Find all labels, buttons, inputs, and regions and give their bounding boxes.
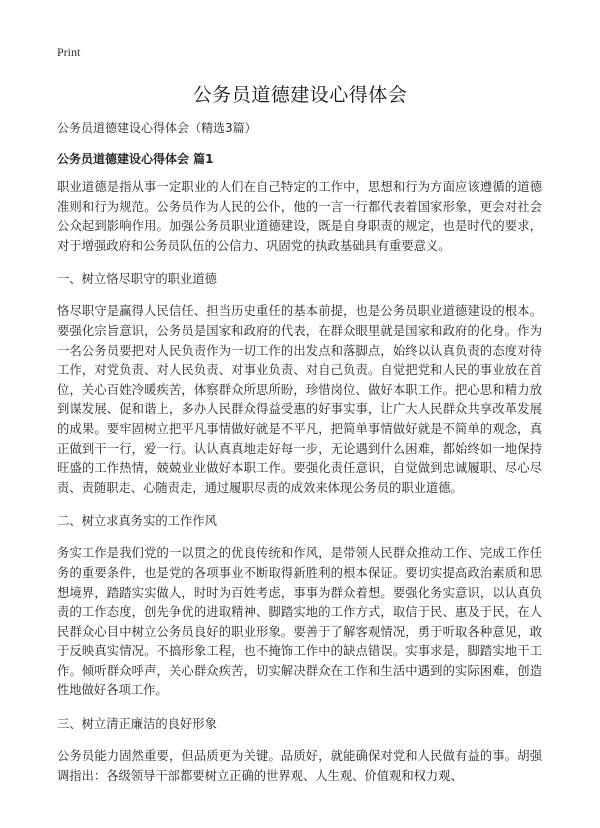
paragraph-intro: 职业道德是指从事一定职业的人们在自己特定的工作中，思想和行为方面应该遵循的道德准则和行为规范。公务员作为人民的公仆，他的一言一行都代表着国家形象，更会对社会公众起到影响作用。加强公务员职业道德建设，既是自身职责的规定，也是时代的要求，对于增强政府和公务员队伍的公信力、巩固党的执政基础具有重要意义。 — [57, 180, 542, 253]
page-title: 公务员道德建设心得体会 — [192, 84, 408, 106]
heading-integrity: 三、树立清正廉洁的良好形象 — [57, 717, 217, 732]
paragraph-duty: 恪尽职守是赢得人民信任、担当历史重任的基本前提，也是公务员职业道德建设的根本。要强化宗旨意识，公务员是国家和政府的代表，在群众眼里就是国家和政府的化身。作为一名公务员要把对人民负责作为一切工作的出发点和落脚点，始终以认真负责的态度对待工作，对党负责、对人民负责、对事业负责、对自己负责。自觉把党和人民的事业放在首位，关心百姓冷暖疾苦，体察群众所思所盼，珍惜岗位、做好本职工作。把心思和精力放到谋发展、促和谐上，多办人民群众得益受惠的好事实事，让广大人民群众共享改革发展的成果。要牢固树立把平凡事情做好就是不平凡，把简单事情做好就是不简单的观念，真正做到干一行，爱一行。认认真真地走好每一步，无论遇到什么困难，都始终如一地保持旺盛的工作热情，兢兢业业做好本职工作。要强化责任意识，自觉做到忠诚履职、尽心尽责、责随职走、心随责走，通过履职尽责的成效来体现公务员的职业道德。 — [57, 304, 542, 495]
article-subtitle: 公务员道德建设心得体会（精选3篇） — [57, 121, 257, 135]
article-body — [57, 118, 542, 799]
heading-work-style: 二、树立求真务实的工作作风 — [57, 514, 217, 529]
section-title: 公务员道德建设心得体会 篇1 — [57, 152, 214, 166]
print-link[interactable]: Print — [57, 45, 81, 59]
paragraph-work-style: 务实工作是我们党的一以贯之的优良传统和作风，是带领人民群众推动工作、完成工作任务的重要条件，也是党的各项事业不断取得新胜利的根本保证。要切实提高政治素质和思想境界，踏踏实实做人，时时为百姓考虑，事事为群众着想。要强化务实意识，以认真负责的工作态度，创先争优的进取精神、脚踏实地的工作方式，取信于民、惠及于民，在人民群众心目中树立公务员良好的职业形象。要善于了解客观情况，勇于听取各种意见，敢于反映真实情况。不搞形象工程，也不掩饰工作中的缺点错误。实事求是，脚踏实地干工作。倾听群众呼声，关心群众疾苦，切实解决群众在工作和生活中遇到的实际困难，创造性地做好各项工作。 — [57, 546, 542, 698]
paragraph-integrity: 公务员能力固然重要，但品质更为关键。品质好，就能确保对党和人民做有益的事。胡强调指出：各级领导干部都要树立正确的世界观、人生观、价值观和权力观、 — [57, 749, 542, 783]
heading-duty: 一、树立恪尽职守的职业道德 — [57, 272, 217, 287]
